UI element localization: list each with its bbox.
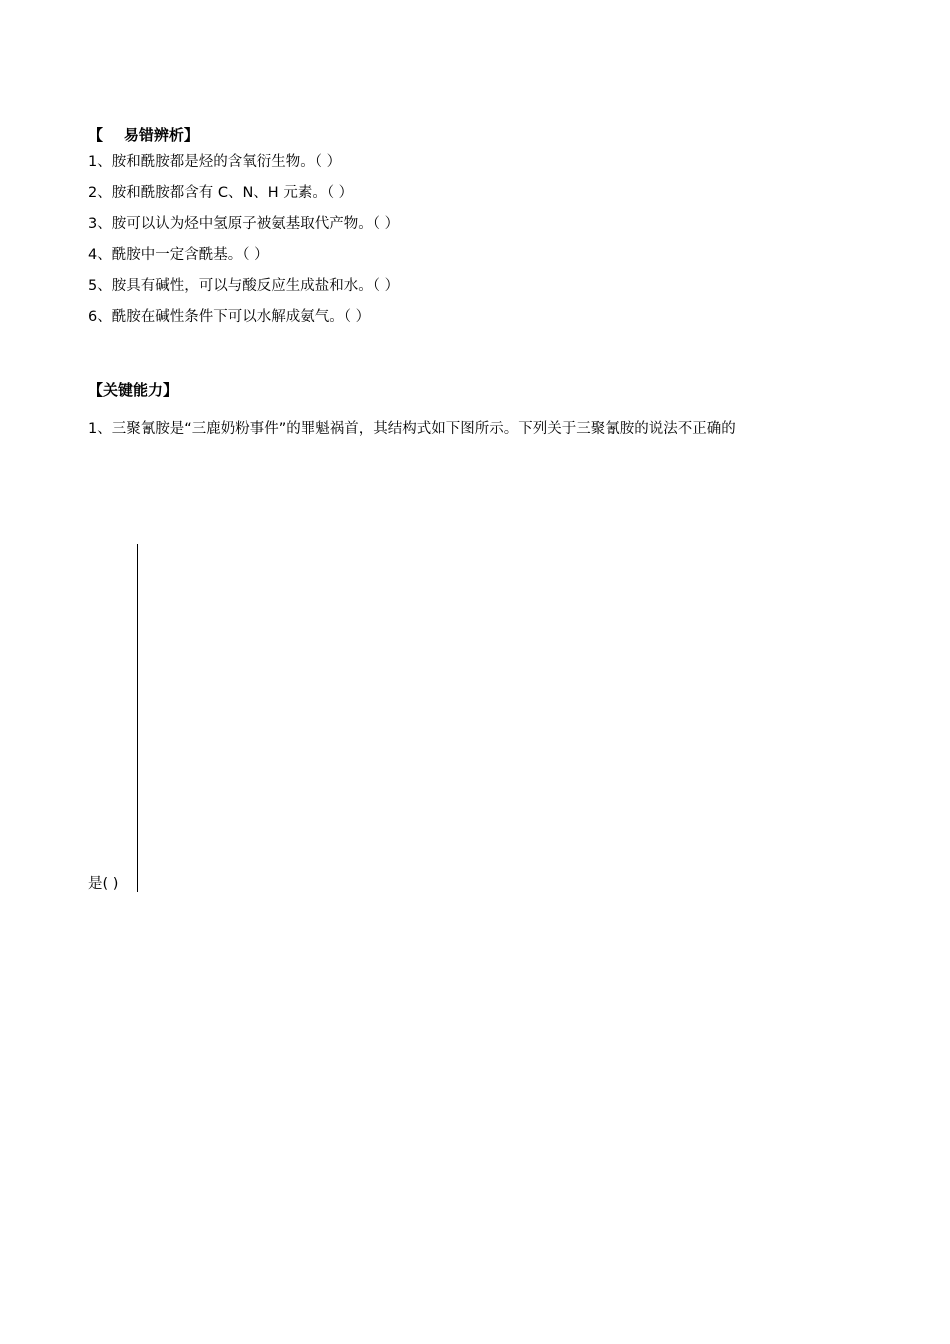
error-item-1: 1、胺和酰胺都是烃的含氧衍生物。（ ） xyxy=(88,154,342,170)
section-heading-key-ability: 【关键能力】 xyxy=(88,381,179,399)
error-item-3: 3、胺可以认为烃中氢原子被氨基取代产物。（ ） xyxy=(88,216,400,232)
question-1-text: 1、三聚氰胺是“三鹿奶粉事件”的罪魁祸首，其结构式如下图所示。下列关于三聚氰胺的说法不正确的 xyxy=(88,421,736,437)
error-item-2: 2、胺和酰胺都含有 C、N、H 元素。（ ） xyxy=(88,185,354,201)
question-1-ending: 是( ) xyxy=(88,876,119,892)
section-heading-errors: 【 易错辨析】 xyxy=(88,126,199,144)
error-item-6: 6、酰胺在碱性条件下可以水解成氨气。（ ） xyxy=(88,309,371,325)
structure-figure-border xyxy=(137,544,138,892)
error-item-5: 5、胺具有碱性，可以与酸反应生成盐和水。（ ） xyxy=(88,278,400,294)
error-item-4: 4、酰胺中一定含酰基。（ ） xyxy=(88,247,269,263)
